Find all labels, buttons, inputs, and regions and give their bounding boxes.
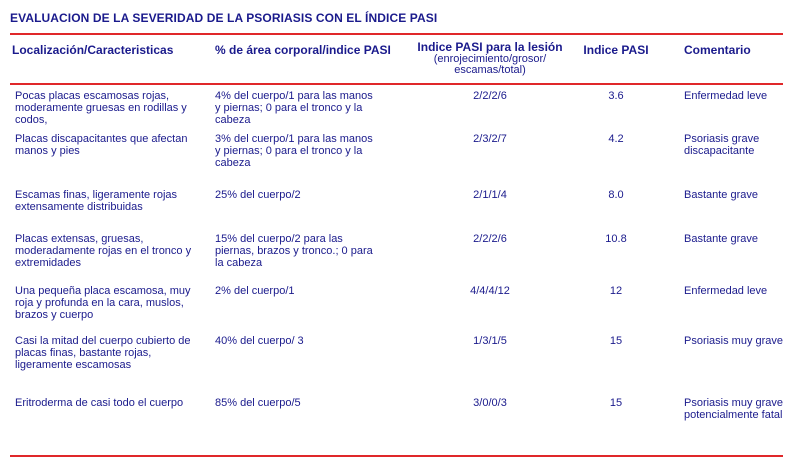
cell-pasi: 12 <box>609 285 623 297</box>
cell-comment: Enfermedad leve <box>684 90 768 102</box>
cell-comment: Bastante grave <box>684 189 758 201</box>
header-lesion-subtitle: (enrojecimiento/grosor/ escamas/total) <box>433 53 547 76</box>
cell-lesion: 1/3/1/5 <box>473 335 507 347</box>
cell-localization: Una pequeña placa escamosa, muy roja y profunda en la cara, muslos, brazos y cuerpo <box>15 285 191 321</box>
header-lesion <box>410 41 570 76</box>
cell-area: 25% del cuerpo/2 <box>215 189 301 201</box>
cell-pasi: 10.8 <box>605 233 627 245</box>
cell-area: 85% del cuerpo/5 <box>215 397 301 409</box>
header-area: % de área corporal/indice PASI <box>215 43 391 57</box>
cell-comment: Psoriasis muy grave potencialmente fatal <box>684 397 784 421</box>
cell-lesion: 4/4/4/12 <box>470 285 510 297</box>
cell-comment: Psoriasis grave discapacitante <box>684 133 760 157</box>
cell-lesion: 2/3/2/7 <box>473 133 507 145</box>
page-title: EVALUACION DE LA SEVERIDAD DE LA PSORIASIS CON EL ÍNDICE PASI <box>10 11 438 25</box>
cell-comment: Bastante grave <box>684 233 758 245</box>
bottom-divider <box>10 455 783 457</box>
cell-area: 40% del cuerpo/ 3 <box>215 335 304 347</box>
cell-localization: Pocas placas escamosas rojas, moderamente gruesas en rodillas y codos, <box>15 90 187 126</box>
cell-area: 4% del cuerpo/1 para las manos y piernas; 0 para el tronco y la cabeza <box>215 90 373 126</box>
cell-lesion: 2/2/2/6 <box>473 233 507 245</box>
cell-area: 2% del cuerpo/1 <box>215 285 295 297</box>
header-lesion-title: Indice PASI para la lesión <box>417 40 563 54</box>
cell-pasi: 15 <box>609 335 623 347</box>
cell-localization: Placas discapacitantes que afectan manos y pies <box>15 133 188 157</box>
cell-comment: Psoriasis muy grave <box>684 335 784 347</box>
cell-pasi: 4.2 <box>608 133 624 145</box>
cell-pasi: 15 <box>609 397 623 409</box>
cell-localization: Escamas finas, ligeramente rojas extensamente distribuidas <box>15 189 178 213</box>
header-divider <box>10 83 783 85</box>
cell-pasi: 3.6 <box>608 90 624 102</box>
header-pasi: Indice PASI <box>583 43 649 57</box>
cell-area: 15% del cuerpo/2 para las piernas, brazos y tronco.; 0 para la cabeza <box>215 233 373 269</box>
cell-pasi: 8.0 <box>608 189 624 201</box>
cell-lesion: 3/0/0/3 <box>473 397 507 409</box>
header-localization: Localización/Caracteristicas <box>12 43 174 57</box>
cell-area: 3% del cuerpo/1 para las manos y piernas; 0 para el tronco y la cabeza <box>215 133 373 169</box>
top-divider <box>10 33 783 35</box>
cell-lesion: 2/2/2/6 <box>473 90 507 102</box>
cell-comment: Enfermedad leve <box>684 285 768 297</box>
cell-localization: Casi la mitad del cuerpo cubierto de placas finas, bastante rojas, ligeramente escamosas <box>15 335 191 371</box>
cell-localization: Placas extensas, gruesas, moderadamente rojas en el tronco y extremidades <box>15 233 192 269</box>
cell-localization: Eritroderma de casi todo el cuerpo <box>15 397 184 409</box>
cell-lesion: 2/1/1/4 <box>473 189 507 201</box>
header-comment: Comentario <box>684 43 751 57</box>
